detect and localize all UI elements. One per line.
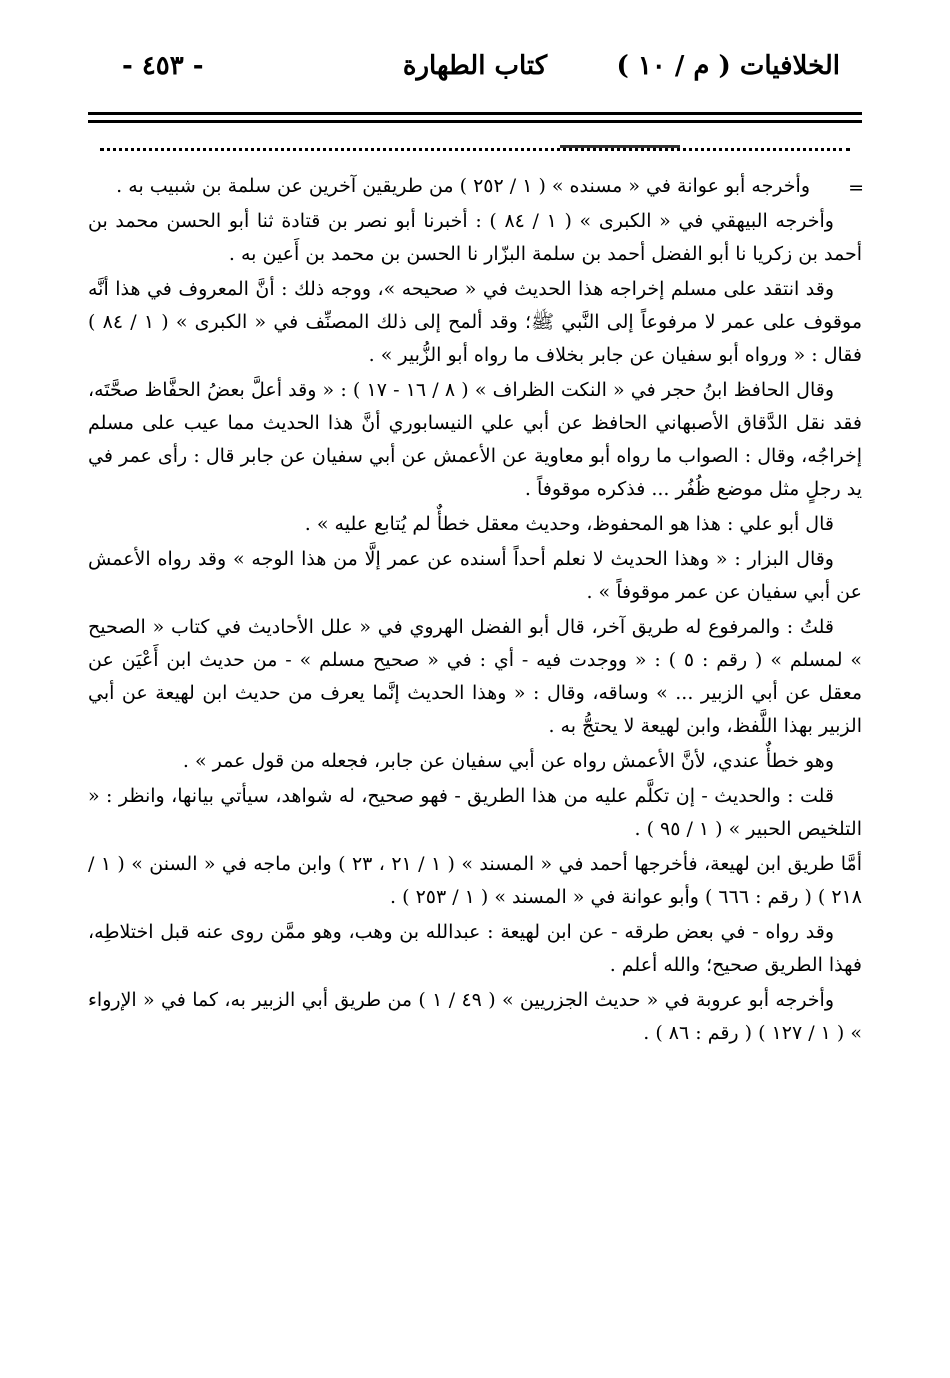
paragraph: وهو خطأٌ عندي، لأنَّ الأعمش رواه عن أبي سفيان عن جابر، فجعله من قول عمر » . <box>182 750 834 772</box>
paragraph: وقد انتقد على مسلم إخراجه هذا الحديث في « صحيحه »، ووجه ذلك : أنَّ المعروف في هذا أنَّه موقوف على عمر لا مرفوعاً إلى النَّبي ﷺ؛ وقد ألمح إلى ذلك المصنِّف في « الكبرى » ( ١ / ٨٤ ) فقال : « ورواه أبو سفيان عن جابر بخلاف ما رواه أبو الزُّبير » . <box>88 278 863 366</box>
paragraph: أمَّا طريق ابن لهيعة، فأخرجها أحمد في « المسند » ( ١ / ٢١ ، ٢٣ ) وابن ماجه في « السنن » ( ١ / ٢١٨ ) ( رقم : ٦٦٦ ) وأبو عوانة في « المسند » ( ١ / ٢٥٣ ) . <box>88 853 862 908</box>
header-rule-top <box>88 112 862 115</box>
paragraph: قلتُ : والمرفوع له طريق آخر، قال أبو الفضل الهروي في « علل الأحاديث في كتاب « الصحيح » لمسلم » ( رقم : ٥ ) : « ووجدت فيه - أي : في « صحيح مسلم » - من حديث ابن أَعْيَن عن معقل عن أبي الزبير ... » وساقه، وقال : « وهذا الحديث إنَّما يعرف من حديث ابن لهيعة عن أبي الزبير بهذا اللَّفظ، وابن لهيعة لا يحتجُّ به . <box>88 616 862 737</box>
running-header <box>110 46 840 94</box>
paragraph: وأخرجه أبو عروبة في « حديث الجزريين » ( ٤٩ / ١ ) من طريق أبي الزبير به، كما في « الإرواء » ( ١ / ١٢٧ ) ( رقم : ٨٦ ) . <box>88 989 862 1044</box>
chapter-title: كتاب الطهارة <box>402 51 548 81</box>
book-part-title: الخلافيات ( م / ١٠ ) <box>616 51 840 81</box>
paragraph: وقال الحافظ ابنُ حجر في « النكت الظراف » ( ٨ / ١٦ - ١٧ ) : « وقد أعلَّ بعضُ الحفَّاظ صحَّتَه، فقد نقل الدَّقاق الأصبهاني الحافظ عن أبي علي النيسابوري أنَّ هذا الحديث مما عيب على مسلم إخراجُه، وقال : الصواب ما رواه أبو معاوية عن الأعمش عن أبي سفيان عن جابر قال : رأى عمر في يد رجلٍ مثل موضع ظُفُر ... فذكره موقوفاً . <box>88 379 862 500</box>
paragraph: وقد رواه - في بعض طرقه - عن ابن لهيعة : عبدالله بن وهب، وهو ممَّن روى عنه قبل اختلاطِه، فهذا الطريق صحيح؛ والله أعلم . <box>88 921 862 976</box>
paragraph: قال أبو علي : هذا هو المحفوظ، وحديث معقل خطأٌ لم يُتابع عليه » . <box>304 513 834 535</box>
paragraph: قلت : والحديث - إن تكلَّم عليه من هذا الطريق - فهو صحيح، له شواهد، سيأتي بيانها، وانظر : « التلخيص الحبير » ( ١ / ٩٥ ) . <box>88 785 862 840</box>
paragraph: وقال البزار : « وهذا الحديث لا نعلم أحداً أسنده عن عمر إلَّا من هذا الوجه » وقد رواه الأعمش عن أبي سفيان عن عمر موقوفاً » . <box>88 548 862 603</box>
header-rule-bottom <box>88 120 862 123</box>
footnote-separator <box>100 134 850 151</box>
paragraph: وأخرجه أبو عوانة في « مسنده » ( ١ / ٢٥٢ ) من طريقين آخرين عن سلمة بن شبيب به . <box>116 175 810 197</box>
paragraph: وأخرجه البيهقي في « الكبرى » ( ١ / ٨٤ ) : أخبرنا أبو نصر بن قتادة ثنا أبو الحسن محمد بن أحمد بن زكريا نا أبو الفضل أحمد بن سلمة البزّار نا الحسن بن محمد بن أَعين به . <box>88 210 862 265</box>
continuation-mark: = <box>848 177 864 199</box>
footnote-body <box>88 170 862 1052</box>
page-number: - ٤٥٣ - <box>122 51 204 81</box>
footnote-separator-bar <box>560 145 680 148</box>
